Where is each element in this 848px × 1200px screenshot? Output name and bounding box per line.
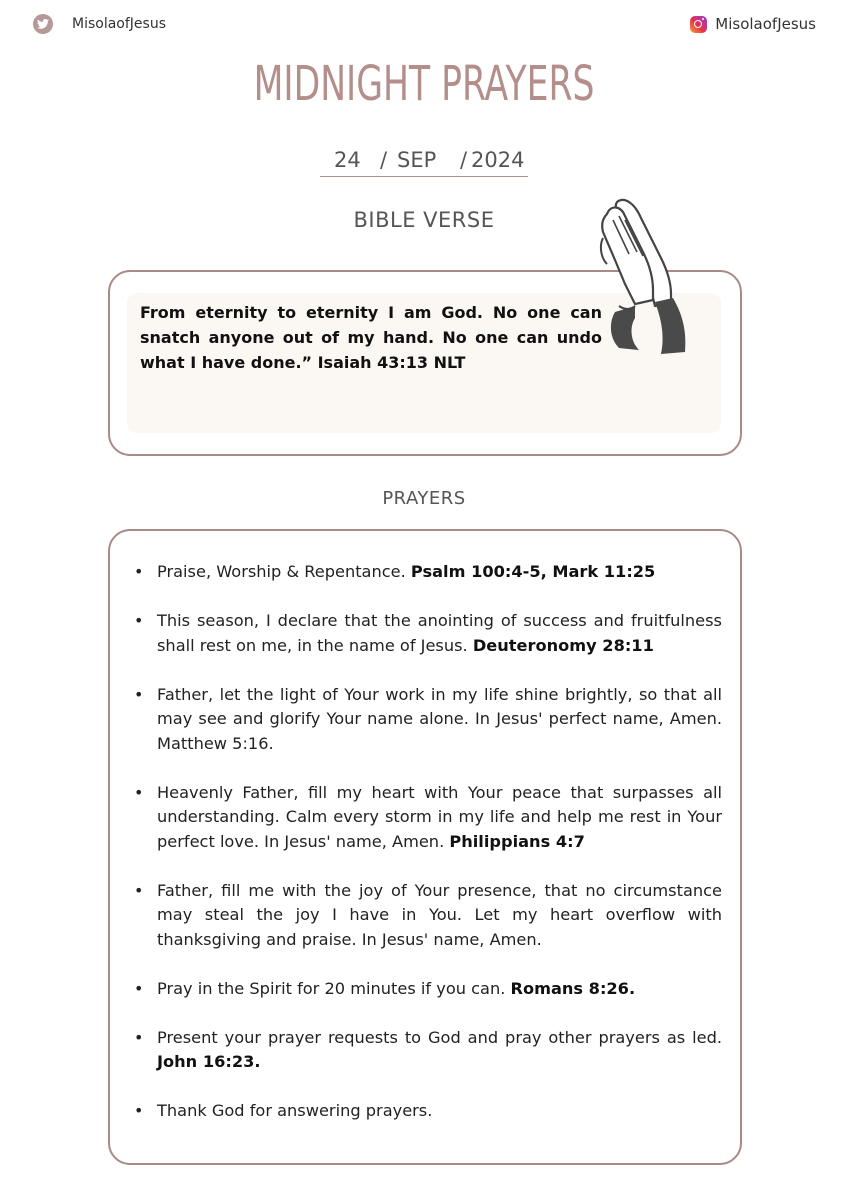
prayer-reference: Deuteronomy 28:11 [472, 635, 654, 655]
prayer-reference: Psalm 100:4-5, Mark 11:25 [410, 562, 656, 581]
twitter-icon [33, 14, 53, 34]
praying-hands-icon [595, 194, 691, 358]
page-title: MIDNIGHT PRAYERS [253, 56, 595, 112]
prayer-item [134, 609, 722, 658]
prayers-label: PRAYERS [382, 488, 466, 509]
prayer-reference: Philippians 4:7 [449, 831, 585, 851]
date-field [320, 148, 528, 177]
prayer-text: Father, let the light of Your work in my life shine brightly, so that all may see and glorify Your name alone. In Jesus' perfect name, Amen. Matthew 5:16. [157, 684, 722, 753]
prayer-text: Pray in the Spirit for 20 minutes if you can. [157, 978, 511, 998]
date-month: SEP [397, 148, 437, 172]
prayer-item [134, 560, 722, 585]
date-day: 24 [334, 148, 361, 172]
date-year: 2024 [471, 148, 525, 172]
prayer-text: Praise, Worship & Repentance. [157, 562, 411, 581]
prayer-item [134, 1099, 722, 1124]
prayer-text: Present your prayer requests to God and pray other prayers as led. [157, 1027, 722, 1047]
prayer-list [134, 560, 722, 1148]
date-separator-1: / [380, 148, 388, 172]
twitter-handle: MisolaofJesus [72, 16, 166, 32]
prayer-reference: John 16:23. [157, 1052, 261, 1071]
twitter-handle-row[interactable] [33, 12, 166, 36]
prayer-text: Heavenly Father, fill my heart with Your peace that surpasses all understanding. Calm every storm in my life and help me rest in Your perfect love. In Jesus' name, Amen. [157, 782, 722, 851]
prayer-text: Thank God for answering prayers. [157, 1101, 433, 1120]
prayer-item [134, 1026, 722, 1075]
prayer-text: This season, I declare that the anointing of success and fruitfulness shall rest on me, in the name of Jesus. [157, 611, 722, 655]
prayer-item [134, 879, 722, 953]
instagram-handle: MisolaofJesus [715, 15, 816, 33]
verse-text: From eternity to eternity I am God. No one can snatch anyone out of my hand. No one can undo what I have done.” Isaiah 43:13 NLT [140, 303, 602, 372]
prayer-item [134, 781, 722, 855]
prayer-item [134, 683, 722, 757]
bible-verse-label: BIBLE VERSE [353, 208, 495, 232]
prayer-text: Father, fill me with the joy of Your presence, that no circumstance may steal the joy I have in You. Let my heart overflow with thanksgiving and praise. In Jesus' name, Amen. [157, 880, 722, 949]
instagram-handle-row[interactable] [690, 12, 816, 36]
date-separator-2: / [460, 148, 468, 172]
prayer-item [134, 977, 722, 1002]
instagram-icon [690, 16, 707, 33]
prayer-reference: Romans 8:26. [510, 978, 636, 998]
